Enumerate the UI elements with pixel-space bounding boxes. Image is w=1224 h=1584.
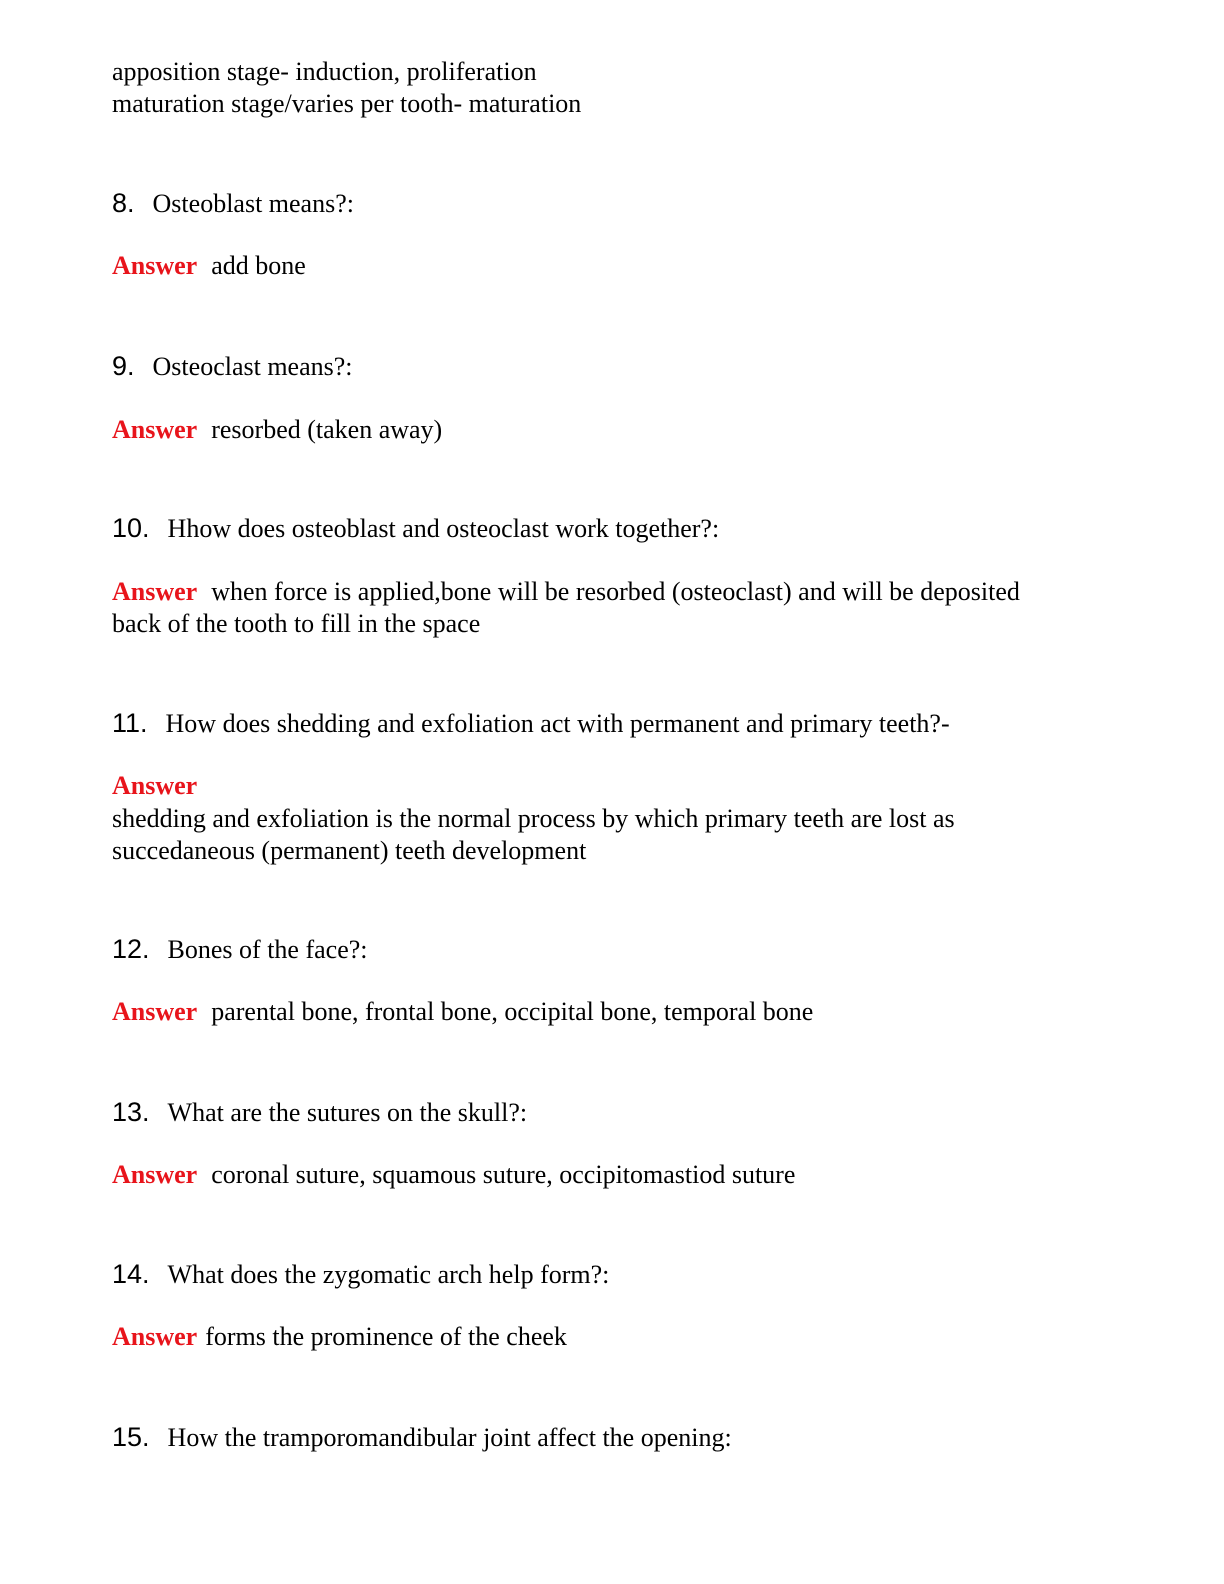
question-15 [112, 1421, 732, 1454]
answer-text: add bone [211, 251, 306, 280]
question-number: 12. [112, 934, 150, 964]
question-14 [112, 1258, 609, 1291]
question-11 [112, 707, 950, 740]
answer-11-text: shedding and exfoliation is the normal process by which primary teeth are lost as [112, 804, 955, 833]
answer-label: Answer [112, 771, 198, 800]
question-10 [112, 512, 719, 545]
question-text: How the tramporomandibular joint affect the opening: [167, 1423, 732, 1452]
question-text: What does the zygomatic arch help form?: [167, 1260, 610, 1289]
answer-label: Answer [112, 415, 198, 444]
answer-11-continued: succedaneous (permanent) teeth development [112, 836, 587, 865]
question-text: Hhow does osteoblast and osteoclast work together?: [167, 514, 720, 543]
answer-label: Answer [112, 1160, 198, 1189]
answer-11-label [112, 770, 211, 802]
question-9 [112, 350, 353, 383]
intro-line-2: maturation stage/varies per tooth- maturation [112, 89, 582, 118]
intro-line-1: apposition stage- induction, proliferation [112, 57, 537, 86]
answer-10 [112, 576, 1020, 608]
question-number: 11. [112, 708, 148, 738]
question-number: 13. [112, 1097, 150, 1127]
answer-label: Answer [112, 251, 198, 280]
answer-9 [112, 414, 442, 446]
answer-label: Answer [112, 997, 198, 1026]
question-12 [112, 933, 368, 966]
question-text: How does shedding and exfoliation act with permanent and primary teeth?- [165, 709, 950, 738]
answer-text: forms the prominence of the cheek [205, 1322, 567, 1351]
answer-13 [112, 1159, 795, 1191]
answer-text: when force is applied,bone will be resorbed (osteoclast) and will be deposited [211, 577, 1020, 606]
answer-10-continued: back of the tooth to fill in the space [112, 609, 481, 638]
question-8 [112, 187, 354, 220]
question-text: Osteoblast means?: [152, 189, 354, 218]
answer-text: resorbed (taken away) [211, 415, 443, 444]
question-number: 8. [112, 188, 135, 218]
question-text: Osteoclast means?: [152, 352, 353, 381]
answer-text: coronal suture, squamous suture, occipitomastiod suture [211, 1160, 796, 1189]
question-text: What are the sutures on the skull?: [167, 1098, 528, 1127]
question-text: Bones of the face?: [167, 935, 368, 964]
question-number: 14. [112, 1259, 150, 1289]
question-number: 10. [112, 513, 150, 543]
question-number: 15. [112, 1422, 150, 1452]
answer-12 [112, 996, 813, 1028]
answer-label: Answer [112, 1322, 198, 1351]
question-number: 9. [112, 351, 135, 381]
answer-8 [112, 250, 306, 282]
answer-text: parental bone, frontal bone, occipital bone, temporal bone [211, 997, 814, 1026]
question-13 [112, 1096, 527, 1129]
answer-14 [112, 1321, 567, 1353]
answer-label: Answer [112, 577, 198, 606]
